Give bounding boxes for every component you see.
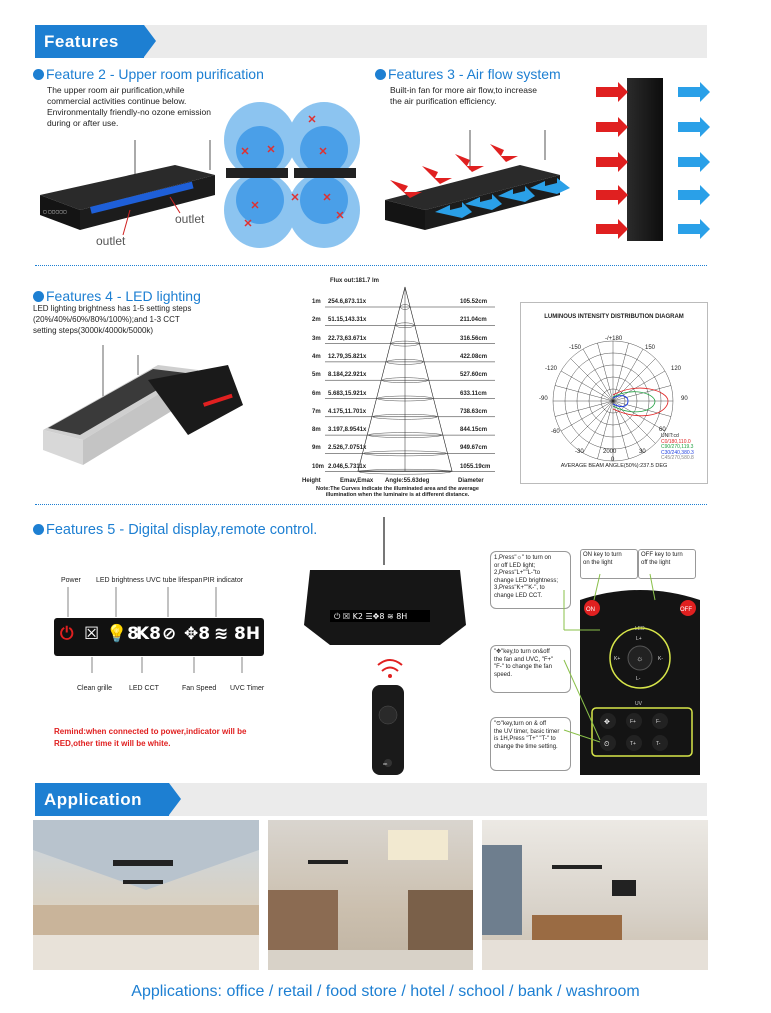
pir-indicator-icon: ≋ (214, 624, 229, 644)
polar-angle-label: 150 (645, 345, 656, 351)
purifier-lamp-illustration (35, 135, 225, 255)
polar-angle-label: -150 (569, 345, 582, 351)
cone-row-diameter: 422.08cm (460, 353, 488, 360)
polar-scale-label: 2000 (603, 449, 617, 455)
cone-chart-svg (300, 275, 495, 495)
divider (35, 504, 707, 505)
intake-arrow-icon (596, 157, 618, 167)
callout-line: change the time setting. (494, 743, 558, 750)
cone-row-diameter: 949.67cm (460, 445, 488, 452)
uvc-timer-icon: 8H (234, 624, 261, 644)
feature3-desc-line: the air purification efficiency. (390, 96, 497, 106)
cone-row-height: 9m (312, 445, 321, 452)
cone-row-diameter: 527.60cm (460, 372, 488, 379)
cone-header-height: Height (302, 478, 321, 484)
cone-row-lux: 12.79,35.821x (328, 353, 367, 360)
feature2-desc-line: Environmentally friendly-no ozone emission (47, 107, 211, 117)
feature4-title-text: Features 4 - LED lighting (46, 288, 201, 304)
callout-line: the UV timer, basic timer (494, 728, 560, 735)
cone-row-diameter: 633.11cm (460, 390, 487, 397)
feature4-desc (33, 303, 191, 336)
outlet-right-label: outlet (175, 212, 205, 226)
cone-row-lux: 2.526,7.0751x (328, 445, 367, 452)
remind-line: Remind:when connected to power,indicator will be (54, 727, 247, 736)
cone-row-height: 2m (312, 317, 321, 324)
polar-legend-item: C0/180,110.0 (661, 438, 691, 445)
intake-arrow-icon (596, 122, 618, 132)
cone-row-height: 6m (312, 390, 321, 397)
polar-spoke (571, 401, 613, 443)
polar-angle-label: 0 (611, 457, 615, 463)
feature4-desc-line: LED lighting brightness has 1-5 setting steps (33, 304, 192, 313)
callout-line: speed. (494, 671, 513, 678)
polar-spoke (613, 401, 655, 443)
cone-row-diameter: 844.15cm (460, 427, 488, 434)
polar-angle-label: -/+180 (605, 336, 623, 342)
feature3-title-text: Features 3 - Air flow system (388, 66, 561, 82)
remote-logo: OK (383, 762, 388, 766)
polar-spoke (613, 371, 665, 401)
led-section-label: LED (635, 626, 645, 632)
bullet-dot-icon (375, 69, 386, 80)
feature2-desc-line: commercial activities continue below. (47, 96, 187, 106)
display-label-clean-grille: Clean grille (77, 685, 113, 692)
feature2-title-text: Feature 2 - Upper room purification (46, 66, 264, 82)
led-lamp-illustration (38, 345, 248, 475)
intake-arrow-icon (596, 224, 618, 234)
fan-speed-icon: ✥8 (184, 624, 211, 644)
display-label-led-cct: LED CCT (129, 685, 159, 692)
retail-store-photo (268, 820, 473, 970)
cone-header-angle: Angle:55.63deg (385, 478, 430, 484)
outlet-left-label: outlet (96, 234, 126, 248)
light-toggle-key: ☼ (636, 654, 644, 663)
polar-angle-label: -30 (575, 449, 584, 455)
feature3-title (375, 66, 561, 82)
cone-row-lux: 4.175,11.701x (328, 408, 367, 415)
polar-spoke (571, 359, 613, 401)
feature2-desc-line: The upper room air purification,while (47, 85, 185, 95)
callout-leader-lines (560, 570, 660, 770)
uv-section-label: UV (635, 701, 642, 707)
callout-line: OFF key to turn (641, 552, 683, 558)
cone-row-lux: 3.197,8.9541x (328, 427, 367, 434)
illuminance-cone-chart (300, 275, 495, 498)
intake-arrow-icon (596, 87, 618, 97)
divider (35, 265, 707, 266)
polar-angle-label: -120 (545, 366, 558, 372)
cone-row-diameter: 738.63cm (460, 408, 488, 415)
polar-angle-label: 90 (681, 396, 688, 402)
cone-row-lux: 51.15,143.31x (328, 317, 367, 324)
cone-row-height: 8m (312, 427, 321, 434)
callout-line: "✥"key,to turn on&off (494, 649, 550, 655)
polar-spoke (583, 349, 613, 401)
polar-spoke (561, 401, 613, 431)
remote-callout-led (490, 551, 571, 609)
remind-line: RED,other time it will be white. (54, 739, 171, 748)
polar-spoke (583, 401, 613, 453)
polar-legend-item: C90/270,119.3 (661, 444, 694, 450)
display-label-fan-speed: Fan Speed (182, 685, 217, 692)
polar-angle-label: -60 (551, 429, 560, 435)
cone-note (310, 486, 485, 498)
display-label-uvc-timer: UVC Timer (230, 685, 265, 692)
cone-row-lux: 8.184,22.921x (328, 372, 367, 379)
cone-header-lux: Emav,Emax (340, 478, 374, 484)
outflow-arrow-icon (678, 87, 700, 97)
callout-line: is 1H,Press "T+" "T-" to (494, 736, 556, 742)
bullet-dot-icon (33, 69, 44, 80)
callout-line: on the light (583, 559, 613, 566)
cone-note-line: Note:The Curves indicate the illuminated area and the average (316, 486, 479, 492)
polar-spoke (613, 401, 643, 453)
remote-callout-timer (490, 717, 571, 771)
application-banner: Application (35, 783, 169, 816)
outflow-arrow-icon (678, 122, 700, 132)
display-label-led-brightness: LED brightness (96, 577, 144, 584)
callout-line: off the light (641, 559, 671, 566)
f-minus-key: F- (656, 719, 661, 725)
cone-row-height: 5m (312, 372, 321, 379)
svg-text:▢ ▢▢▢▢▢: ▢ ▢▢▢▢▢ (43, 209, 67, 214)
feature2-desc-line: during or after use. (47, 118, 119, 128)
feature4-desc-line: setting steps(3000k/4000k/5000k) (33, 326, 154, 335)
polar-spoke (613, 401, 671, 417)
device-and-remote-illustration (290, 515, 490, 780)
cone-row-diameter: 1055.19cm (460, 463, 491, 470)
polar-spoke (555, 385, 613, 401)
feature2-desc (47, 85, 211, 129)
remind-text (54, 726, 246, 750)
feature3-desc-line: Built-in fan for more air flow,to increase (390, 85, 537, 95)
uvc-lifespan-icon: ⊘ (162, 624, 177, 644)
callout-line: change LED CCT. (494, 592, 543, 599)
f-plus-key: F+ (630, 719, 636, 725)
t-minus-key: T- (656, 741, 661, 747)
callout-line: or off LED light; (494, 562, 536, 569)
l-plus-key: L+ (636, 636, 642, 642)
cone-row-lux: 22.73,63.671x (328, 335, 367, 342)
polar-intensity-chart (520, 302, 708, 484)
callout-line: change LED brightness; (494, 577, 559, 584)
l-minus-key: L- (636, 676, 641, 682)
cone-note-line: illumination when the luminaire is at different distance. (325, 492, 470, 498)
bullet-dot-icon (33, 524, 44, 535)
cone-flux-label: Flux out:181.7 lm (330, 278, 380, 284)
callout-line: 1,Press"☼" to turn on (494, 555, 552, 561)
office-photo-drawing (482, 820, 708, 970)
timer-key-icon: ⏲ (604, 741, 610, 748)
callout-line: "F-" to change the fan (494, 664, 552, 670)
polar-chart-footer: AVERAGE BEAM ANGLE(50%):237.5 DEG (560, 463, 668, 469)
mall-photo (33, 820, 259, 970)
callout-line: 2,Press"L+""L-"to (494, 570, 541, 576)
callout-line: "⏲"key,turn on & off (494, 721, 547, 727)
polar-legend (661, 434, 694, 462)
callout-line: 3,Press"K+""K-", to (494, 585, 545, 591)
power-icon: ⏻ (60, 624, 74, 644)
cone-row-diameter: 211.04cm (460, 317, 487, 324)
k-minus-key: K- (658, 656, 663, 662)
feature5-title-text: Features 5 - Digital display,remote control. (46, 522, 318, 538)
off-key: OFF (680, 607, 692, 613)
polar-angle-label: -90 (539, 396, 548, 402)
polar-angle-label: 30 (639, 449, 646, 455)
office-photo (482, 820, 708, 970)
callout-line: ON key to turn (583, 552, 622, 558)
clean-grille-icon: ☒ (84, 624, 100, 644)
polar-spoke (613, 349, 643, 401)
polar-unit: UNIT:cd (661, 433, 679, 439)
callout-line: the fan and UVC, "F+" (494, 656, 554, 663)
outflow-arrow-icon (678, 157, 700, 167)
feature5-title (33, 522, 317, 538)
polar-legend-item: C30/240,380.3 (661, 449, 694, 456)
feature2-title (33, 66, 264, 82)
vertical-unit-image (627, 78, 663, 241)
cone-header-diameter: Diameter (458, 478, 484, 484)
remote-callout-fan (490, 645, 571, 693)
polar-spoke (597, 343, 613, 401)
cone-row-diameter: 105.52cm (460, 299, 488, 305)
feature4-desc-line: (20%/40%/60%/80%/100%);and 1-3 CCT (33, 315, 180, 324)
display-label-pir: PIR indicator (203, 577, 244, 584)
led-cct-icon: K8 (136, 624, 162, 644)
polar-spoke (555, 401, 613, 417)
airflow-lamp-illustration (380, 130, 580, 240)
k-plus-key: K+ (614, 656, 621, 662)
cone-row-height: 3m (312, 335, 321, 342)
t-plus-key: T+ (630, 741, 636, 747)
cone-row-height: 10m (312, 463, 325, 470)
cone-row-diameter: 316.56cm (460, 335, 488, 342)
fan-key-icon: ✥ (604, 719, 610, 726)
cone-row-lux: 2.046,5.7311x (328, 463, 367, 470)
on-key: ON (586, 607, 595, 613)
digital-display-panel (54, 618, 264, 656)
bullet-dot-icon (33, 291, 44, 302)
outflow-arrow-icon (678, 190, 700, 200)
feature4-title (33, 288, 201, 304)
cone-row-height: 7m (312, 408, 321, 415)
cone-row-height: 4m (312, 353, 321, 360)
mall-photo-drawing (33, 820, 259, 970)
polar-legend-item: C45/270,580.8 (661, 455, 694, 461)
intake-arrow-icon (596, 190, 618, 200)
led-brightness-icon: 💡8 (106, 624, 139, 644)
purification-zone-diagram (222, 100, 362, 250)
cone-row-lux: 5.683,15.921x (328, 390, 367, 397)
display-label-power: Power (61, 577, 81, 584)
feature3-desc (390, 85, 537, 107)
polar-chart-title: LUMINOUS INTENSITY DISTRIBUTION DIAGRAM (544, 314, 684, 320)
polar-spoke (561, 371, 613, 401)
features-banner: Features (35, 25, 144, 58)
polar-angle-label: 60 (659, 427, 666, 433)
cone-row-lux: 254.6,873.11x (328, 299, 367, 305)
retail-photo-drawing (268, 820, 473, 970)
polar-angle-label: 120 (671, 366, 682, 372)
applications-text: Applications: office / retail / food store / hotel / school / bank / washroom (131, 983, 640, 1000)
display-label-uvc-lifespan: UVC tube lifespan (146, 577, 203, 584)
outflow-arrow-icon (678, 224, 700, 234)
device-display-text: ⏻ ☒ K2 ☰✥8 ≋ 8H (334, 612, 408, 621)
cone-row-height: 1m (312, 299, 321, 305)
